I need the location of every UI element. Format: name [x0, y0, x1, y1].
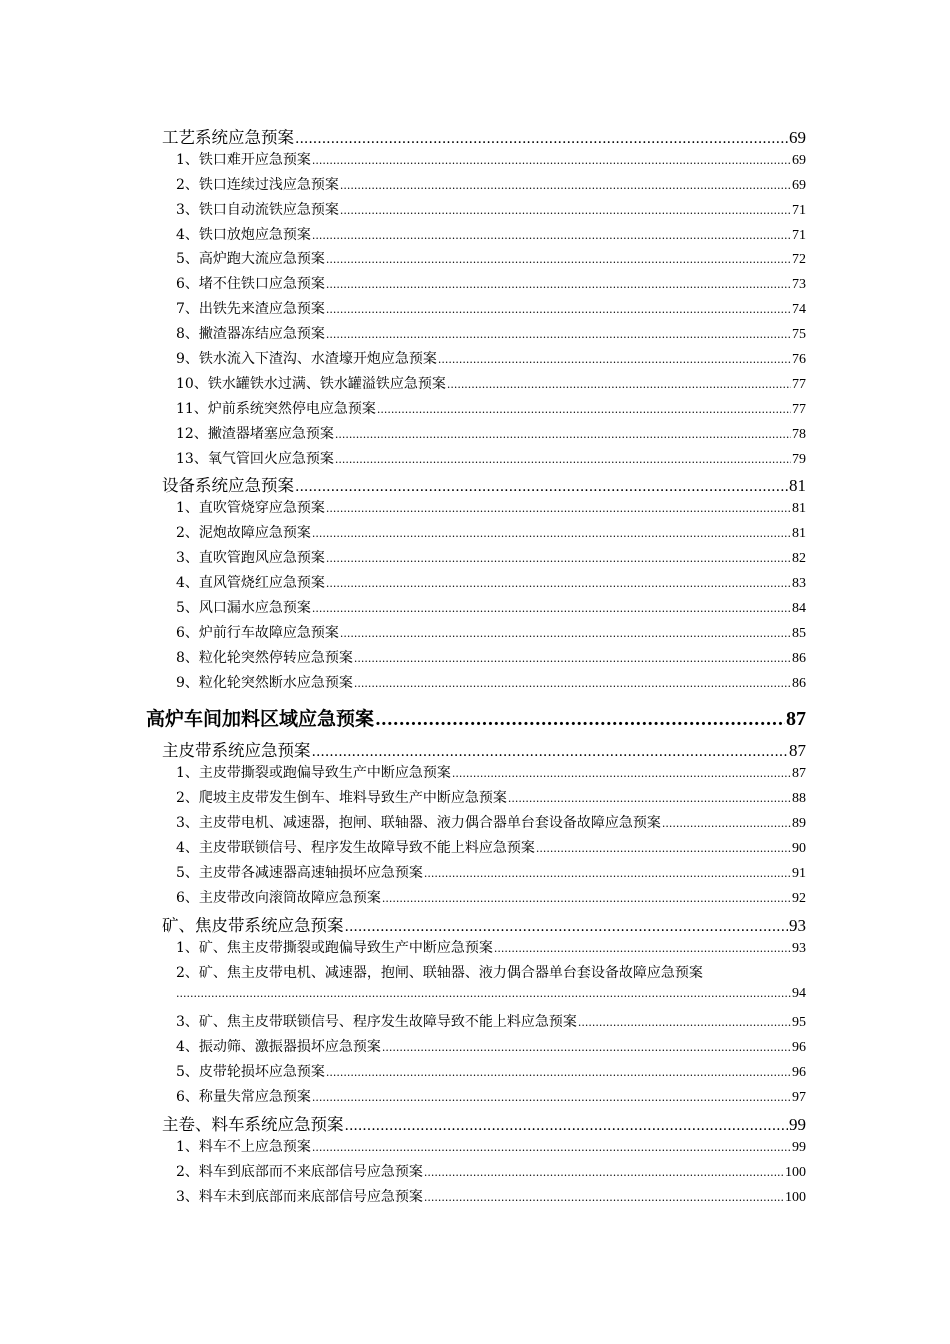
toc-entry[interactable]	[176, 787, 806, 812]
dot-leader	[438, 353, 791, 366]
toc-entry[interactable]	[176, 937, 806, 962]
toc-page-number: 69	[792, 177, 806, 193]
dot-leader	[326, 328, 791, 341]
toc-page-number: 96	[792, 1065, 806, 1081]
toc-entry-title: 2、铁口连续过浅应急预案	[176, 176, 339, 193]
dot-leader	[295, 131, 788, 147]
toc-entry-title: 7、出铁先来渣应急预案	[176, 301, 325, 318]
toc-section-heading[interactable]	[162, 1111, 806, 1136]
toc-entry-title: 9、粒化轮突然断水应急预案	[176, 674, 353, 691]
toc-page-number: 82	[792, 551, 806, 567]
toc-entry-title: 5、主皮带各减速器高速轴损坏应急预案	[176, 864, 423, 881]
toc-entry[interactable]	[176, 672, 806, 697]
toc-entry-title: 工艺系统应急预案	[162, 128, 294, 147]
toc-entry-title: 1、铁口难开应急预案	[176, 151, 311, 168]
toc-page-number: 99	[792, 1139, 806, 1155]
toc-page-number: 71	[792, 202, 806, 218]
toc-section-heading[interactable]	[162, 124, 806, 149]
toc-page-number: 99	[789, 1114, 806, 1134]
toc-page-number: 69	[792, 152, 806, 168]
dot-leader	[536, 842, 791, 855]
toc-page-number: 87	[786, 708, 806, 731]
toc-entry-title: 3、直吹管跑风应急预案	[176, 550, 325, 567]
toc-entry[interactable]	[176, 423, 806, 448]
dot-leader	[312, 1141, 791, 1154]
toc-entry-title: 设备系统应急预案	[162, 476, 294, 496]
dot-leader	[326, 253, 791, 266]
toc-entry-title: 5、皮带轮损坏应急预案	[176, 1064, 325, 1081]
toc-entry-title: 8、撇渣器冻结应急预案	[176, 326, 325, 343]
toc-entry[interactable]	[176, 862, 806, 887]
toc-area-heading[interactable]	[146, 696, 806, 737]
toc-page-number: 87	[789, 741, 806, 761]
toc-entry-title: 6、主皮带改向滚筒故障应急预案	[176, 889, 381, 906]
toc-entry-title: 11、炉前系统突然停电应急预案	[176, 400, 376, 417]
dot-leader	[326, 1066, 791, 1079]
toc-entry-title: 1、料车不上应急预案	[176, 1138, 311, 1155]
dot-leader	[382, 1041, 791, 1054]
toc-entry-title: 6、堵不住铁口应急预案	[176, 276, 325, 293]
toc-entry-title: 8、粒化轮突然停转应急预案	[176, 649, 353, 666]
toc-entry-title: 4、直风管烧红应急预案	[176, 575, 325, 592]
toc-entry-continuation[interactable]	[176, 986, 806, 1011]
dot-leader	[312, 229, 791, 242]
toc-page-number: 85	[792, 625, 806, 641]
dot-leader	[424, 867, 791, 880]
toc-page-number: 90	[792, 841, 806, 857]
toc-entry-title: 主皮带系统应急预案	[162, 741, 311, 761]
toc-entry[interactable]	[176, 149, 806, 174]
toc-entry[interactable]	[176, 622, 806, 647]
toc-entry-title: 13、氧气管回火应急预案	[176, 450, 334, 467]
toc-page-number: 91	[792, 865, 806, 881]
toc-entry-title: 9、铁水流入下渣沟、水渣壕开炮应急预案	[176, 351, 437, 368]
toc-entry[interactable]	[176, 1136, 806, 1161]
toc-entry-title: 3、矿、焦主皮带联锁信号、程序发生故障导致不能上料应急预案	[176, 1014, 577, 1031]
dot-leader	[295, 479, 788, 495]
toc-entry-title: 6、称量失常应急预案	[176, 1088, 311, 1105]
dot-leader	[424, 1166, 784, 1179]
toc-entry[interactable]	[176, 199, 806, 224]
toc-entry-title: 2、爬坡主皮带发生倒车、堆料导致生产中断应急预案	[176, 790, 507, 807]
toc-entry-title: 2、矿、焦主皮带电机、减速器，抱闸、联轴器、液力偶合器单台套设备故障应急预案	[176, 964, 703, 981]
toc-entry[interactable]	[176, 812, 806, 837]
toc-page-number: 87	[792, 766, 806, 782]
toc-entry[interactable]	[176, 348, 806, 373]
toc-entry[interactable]	[176, 323, 806, 348]
toc-entry[interactable]	[176, 373, 806, 398]
toc-section-heading[interactable]	[162, 912, 806, 937]
table-of-contents	[0, 124, 950, 1210]
dot-leader	[662, 817, 791, 830]
dot-leader	[176, 987, 791, 1000]
toc-page-number: 86	[792, 675, 806, 691]
toc-entry-title: 3、主皮带电机、减速器，抱闸、联轴器、液力偶合器单台套设备故障应急预案	[176, 815, 661, 832]
toc-section-heading[interactable]	[162, 737, 806, 762]
toc-entry-title: 4、铁口放炮应急预案	[176, 226, 311, 243]
toc-entry[interactable]	[176, 887, 806, 912]
toc-entry[interactable]	[176, 174, 806, 199]
toc-entry[interactable]	[176, 1186, 806, 1211]
dot-leader	[326, 552, 791, 565]
dot-leader	[424, 1191, 784, 1204]
toc-page-number: 96	[792, 1040, 806, 1056]
toc-page-number: 77	[792, 376, 806, 392]
toc-page-number: 77	[792, 401, 806, 417]
toc-entry-title: 主卷、料车系统应急预案	[162, 1114, 344, 1134]
toc-page-number: 71	[792, 227, 806, 243]
dot-leader	[354, 652, 791, 665]
toc-page-number: 89	[792, 816, 806, 832]
toc-entry[interactable]	[176, 1086, 806, 1111]
toc-entry[interactable]	[176, 1036, 806, 1061]
toc-page-number: 88	[792, 791, 806, 807]
dot-leader	[494, 942, 791, 955]
toc-entry-title: 5、风口漏水应急预案	[176, 599, 311, 616]
dot-leader	[377, 403, 791, 416]
toc-page-number: 97	[792, 1089, 806, 1105]
dot-leader	[326, 303, 791, 316]
toc-page-number: 79	[792, 451, 806, 467]
toc-entry-title: 2、泥炮故障应急预案	[176, 525, 311, 542]
toc-page-number: 69	[789, 128, 806, 147]
toc-page-number: 83	[792, 576, 806, 592]
toc-page-number: 84	[792, 600, 806, 616]
dot-leader	[452, 767, 791, 780]
dot-leader	[312, 527, 791, 540]
toc-entry[interactable]	[176, 398, 806, 423]
dot-leader	[508, 792, 791, 805]
toc-page-number: 75	[792, 327, 806, 343]
toc-page-number: 94	[792, 986, 806, 1002]
dot-leader	[578, 1016, 791, 1029]
toc-entry-title: 4、主皮带联锁信号、程序发生故障导致不能上料应急预案	[176, 840, 535, 857]
toc-entry[interactable]	[176, 962, 806, 987]
toc-entry[interactable]	[176, 273, 806, 298]
dot-leader	[375, 710, 785, 730]
dot-leader	[354, 677, 791, 690]
toc-entry-title: 4、振动筛、激振器损坏应急预案	[176, 1039, 381, 1056]
dot-leader	[326, 577, 791, 590]
toc-page-number: 73	[792, 277, 806, 293]
toc-entry[interactable]	[176, 248, 806, 273]
toc-page-number: 74	[792, 302, 806, 318]
toc-entry[interactable]	[176, 298, 806, 323]
dot-leader	[340, 627, 791, 640]
toc-entry[interactable]	[176, 224, 806, 249]
toc-page-number: 78	[792, 426, 806, 442]
toc-page-number: 81	[789, 476, 806, 496]
toc-page-number: 72	[792, 252, 806, 268]
toc-entry-title: 1、矿、焦主皮带撕裂或跑偏导致生产中断应急预案	[176, 939, 493, 956]
toc-page-number: 100	[785, 1189, 806, 1205]
dot-leader	[312, 1091, 791, 1104]
toc-entry[interactable]	[176, 762, 806, 787]
toc-section-heading[interactable]	[162, 472, 806, 497]
dot-leader	[326, 278, 791, 291]
dot-leader	[345, 919, 789, 935]
toc-entry-title: 12、撇渣器堵塞应急预案	[176, 425, 334, 442]
toc-entry-title: 10、铁水罐铁水过满、铁水罐溢铁应急预案	[176, 375, 446, 392]
toc-entry-title: 3、料车未到底部而来底部信号应急预案	[176, 1188, 423, 1205]
toc-entry[interactable]	[176, 1011, 806, 1036]
dot-leader	[345, 1118, 789, 1134]
dot-leader	[335, 428, 791, 441]
dot-leader	[335, 453, 791, 466]
toc-page-number: 81	[792, 526, 806, 542]
toc-entry[interactable]	[176, 1161, 806, 1186]
dot-leader	[312, 744, 789, 760]
toc-entry[interactable]	[176, 1061, 806, 1086]
dot-leader	[340, 179, 791, 192]
toc-entry[interactable]	[176, 448, 806, 473]
toc-page-number: 93	[789, 915, 806, 935]
toc-entry-title: 矿、焦皮带系统应急预案	[162, 915, 344, 935]
toc-entry-title: 5、高炉跑大流应急预案	[176, 251, 325, 268]
toc-entry-title: 1、直吹管烧穿应急预案	[176, 500, 325, 517]
toc-page-number: 100	[785, 1164, 806, 1180]
dot-leader	[447, 378, 791, 391]
toc-entry[interactable]	[176, 647, 806, 672]
toc-entry[interactable]	[176, 597, 806, 622]
toc-entry[interactable]	[176, 497, 806, 522]
toc-entry-title: 1、主皮带撕裂或跑偏导致生产中断应急预案	[176, 765, 451, 782]
dot-leader	[340, 204, 791, 217]
toc-entry-title: 高炉车间加料区域应急预案	[146, 708, 375, 731]
toc-page-number: 81	[792, 501, 806, 517]
toc-entry[interactable]	[176, 572, 806, 597]
dot-leader	[312, 602, 791, 615]
toc-page-number: 93	[792, 940, 806, 956]
toc-page-number: 86	[792, 650, 806, 666]
toc-entry-title: 2、料车到底部而不来底部信号应急预案	[176, 1163, 423, 1180]
toc-entry-title: 6、炉前行车故障应急预案	[176, 624, 339, 641]
toc-page-number: 92	[792, 890, 806, 906]
toc-entry-title: 3、铁口自动流铁应急预案	[176, 201, 339, 218]
dot-leader	[382, 892, 791, 905]
toc-entry[interactable]	[176, 547, 806, 572]
toc-page-number: 76	[792, 352, 806, 368]
toc-entry[interactable]	[176, 522, 806, 547]
dot-leader	[312, 154, 791, 167]
toc-entry[interactable]	[176, 837, 806, 862]
toc-page-number: 95	[792, 1015, 806, 1031]
dot-leader	[326, 502, 791, 515]
